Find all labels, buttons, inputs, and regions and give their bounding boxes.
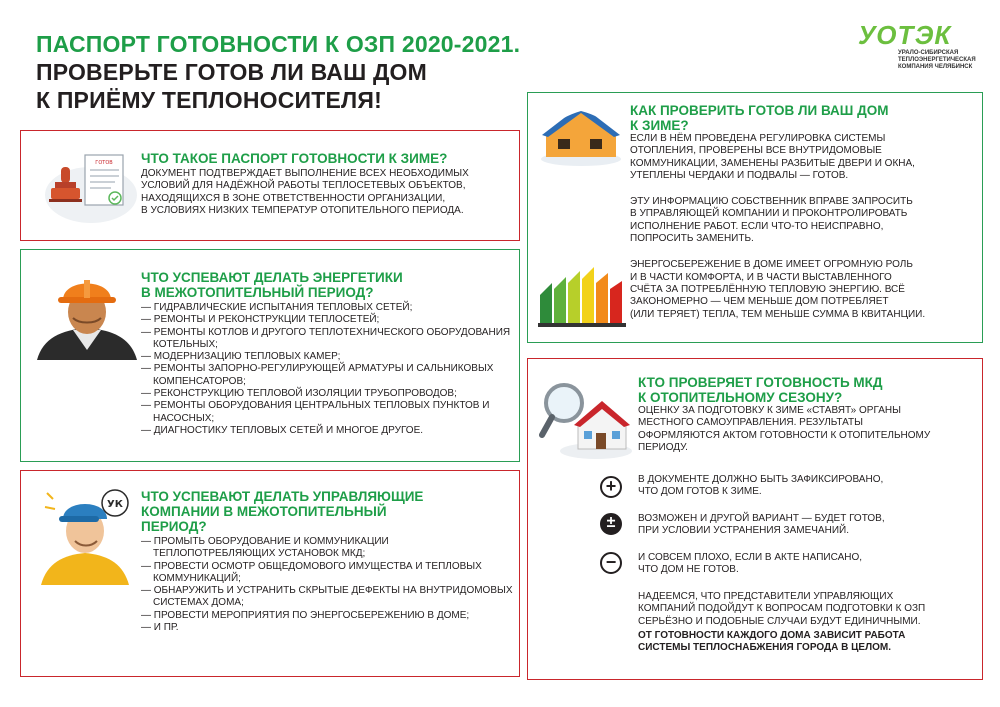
mgmt-list-item: — ПРОВЕСТИ МЕРОПРИЯТИЯ ПО ЭНЕРГОСБЕРЕЖЕНИЮ В ДОМЕ; bbox=[141, 609, 470, 621]
mgmt-list-item: — ОБНАРУЖИТЬ И УСТРАНИТЬ СКРЫТЫЕ ДЕФЕКТЫ НА ВНУТРИДОМОВЫХ СИСТЕМАХ ДОМА; bbox=[141, 585, 513, 609]
mgmt-list-item: — ПРОВЕСТИ ОСМОТР ОБЩЕДОМОВОГО ИМУЩЕСТВА И ТЕПЛОВЫХ КОММУНИКАЦИЙ; bbox=[141, 560, 482, 584]
energy-list-item: — МОДЕРНИЗАЦИЮ ТЕПЛОВЫХ КАМЕР; bbox=[141, 351, 341, 363]
minus-icon: − bbox=[600, 552, 622, 574]
passport-line: ДОКУМЕНТ ПОДТВЕРЖДАЕТ ВЫПОЛНЕНИЕ ВСЕХ НЕОБХОДИМЫХ bbox=[141, 168, 469, 179]
mgmt-heading-1: ЧТО УСПЕВАЮТ ДЕЛАТЬ УПРАВЛЯЮЩИЕ bbox=[141, 489, 424, 504]
check-line: ПОПРОСИТЬ ЗАМЕНИТЬ. bbox=[630, 233, 754, 245]
logo-sub-line: ТЕПЛОЭНЕРГЕТИЧЕСКАЯ bbox=[898, 57, 976, 63]
plus-icon: + bbox=[600, 476, 622, 498]
who-line: ВОЗМОЖЕН И ДРУГОЙ ВАРИАНТ — БУДЕТ ГОТОВ, bbox=[638, 513, 885, 524]
stamp-text: ГОТОВ bbox=[95, 160, 113, 166]
passport-text bbox=[141, 168, 513, 217]
who-para-3 bbox=[638, 630, 978, 655]
who-line: ОФОРМЛЯЮТСЯ АКТОМ ГОТОВНОСТИ К ОТОПИТЕЛЬНОМУ bbox=[638, 429, 931, 441]
check-para-1 bbox=[630, 133, 975, 182]
who-heading-2: К ОТОПИТЕЛЬНОМУ СЕЗОНУ? bbox=[638, 390, 843, 405]
passport-panel bbox=[20, 130, 520, 241]
passport-line: НАХОДЯЩИХСЯ В ЗОНЕ ОТВЕТСТВЕННОСТИ ОРГАНИЗАЦИИ, bbox=[141, 192, 446, 204]
who-line: МЕСТНОГО САМОУПРАВЛЕНИЯ. РЕЗУЛЬТАТЫ bbox=[638, 417, 863, 429]
who-line: СЕРЬЁЗНО И ПОДОБНЫЕ СЛУЧАИ БУДУТ ЕДИНИЧНЫМИ. bbox=[638, 615, 921, 627]
check-heading-2: К ЗИМЕ? bbox=[630, 118, 689, 133]
check-line: ЭТУ ИНФОРМАЦИЮ СОБСТВЕННИК ВПРАВЕ ЗАПРОСИТЬ bbox=[630, 196, 913, 208]
document-stamp-icon bbox=[41, 149, 139, 227]
who-panel bbox=[527, 358, 983, 680]
who-line: ЧТО ДОМ ГОТОВ К ЗИМЕ. bbox=[638, 486, 762, 498]
worker-helmet-icon bbox=[33, 268, 141, 360]
snow-house-icon bbox=[538, 99, 624, 167]
energy-list-item: — РЕМОНТЫ И РЕКОНСТРУКЦИИ ТЕПЛОСЕТЕЙ; bbox=[141, 314, 380, 326]
logo-subtitle bbox=[898, 50, 988, 71]
who-line: ПРИ УСЛОВИИ УСТРАНЕНИЯ ЗАМЕЧАНИЙ. bbox=[638, 525, 849, 537]
mgmt-list-item: — И ПР. bbox=[141, 622, 179, 634]
mgmt-heading-2: КОМПАНИИ В МЕЖОТОПИТЕЛЬНЫЙ bbox=[141, 504, 387, 519]
who-plus-text bbox=[638, 474, 976, 499]
check-line: И В ЧАСТИ КОМФОРТА, И В ЧАСТИ ВЫСТАВЛЕННОГО bbox=[630, 271, 892, 283]
who-line: КОМПАНИЙ ПОДОЙДУТ К ВОПРОСАМ ПОДГОТОВКИ К ОЗП bbox=[638, 603, 926, 615]
company-logo bbox=[858, 22, 988, 74]
check-line: ЗАКОНОМЕРНО — ЧЕМ МЕНЬШЕ ДОМ ПОТРЕБЛЯЕТ bbox=[630, 296, 889, 308]
check-para-3 bbox=[630, 259, 975, 320]
energy-list bbox=[141, 302, 513, 437]
check-panel bbox=[527, 92, 983, 343]
check-line: КОММУНИКАЦИИ, ЗАМЕНЕНЫ РАЗБИТЫЕ ДВЕРИ И ОКНА, bbox=[630, 157, 915, 169]
energy-panel bbox=[20, 249, 520, 462]
manager-cap-icon bbox=[33, 485, 141, 585]
check-line: ЭНЕРГОСБЕРЕЖЕНИЕ В ДОМЕ ИМЕЕТ ОГРОМНУЮ РОЛЬ bbox=[630, 259, 913, 271]
check-line: (ИЛИ ТЕРЯЕТ) ТЕПЛА, ТЕМ МЕНЬШЕ СУММА В КВИТАНЦИИ. bbox=[630, 308, 926, 320]
passport-heading: ЧТО ТАКОЕ ПАСПОРТ ГОТОВНОСТИ К ЗИМЕ? bbox=[141, 151, 448, 166]
who-para-1 bbox=[638, 405, 976, 454]
who-line: ОТ ГОТОВНОСТИ КАЖДОГО ДОМА ЗАВИСИТ РАБОТА bbox=[638, 630, 906, 641]
who-line: ОЦЕНКУ ЗА ПОДГОТОВКУ К ЗИМЕ «СТАВЯТ» ОРГАНЫ bbox=[638, 405, 901, 416]
who-para-2 bbox=[638, 591, 978, 628]
energy-list-item: — РЕКОНСТРУКЦИЮ ТЕПЛОВОЙ ИЗОЛЯЦИИ ТРУБОПРОВОДОВ; bbox=[141, 388, 457, 400]
who-line: СИСТЕМЫ ТЕПЛОСНАБЖЕНИЯ ГОРОДА В ЦЕЛОМ. bbox=[638, 642, 892, 654]
energy-heading-1: ЧТО УСПЕВАЮТ ДЕЛАТЬ ЭНЕРГЕТИКИ bbox=[141, 270, 403, 285]
plus-minus-icon: ± bbox=[600, 513, 622, 535]
energy-list-item: — ГИДРАВЛИЧЕСКИЕ ИСПЫТАНИЯ ТЕПЛОВЫХ СЕТЕЙ; bbox=[141, 302, 413, 313]
mgmt-list-item: — ПРОМЫТЬ ОБОРУДОВАНИЕ И КОММУНИКАЦИИ ТЕПЛОПОТРЕБЛЯЮЩИХ УСТАНОВОК МКД; bbox=[141, 536, 389, 560]
who-heading-1: КТО ПРОВЕРЯЕТ ГОТОВНОСТЬ МКД bbox=[638, 375, 883, 390]
who-line: В ДОКУМЕНТЕ ДОЛЖНО БЫТЬ ЗАФИКСИРОВАНО, bbox=[638, 474, 884, 485]
title-line-1: ПАСПОРТ ГОТОВНОСТИ К ОЗП 2020-2021. bbox=[36, 31, 521, 57]
energy-list-item: — РЕМОНТЫ КОТЛОВ И ДРУГОГО ТЕПЛОТЕХНИЧЕСКОГО ОБОРУДОВАНИЯ КОТЕЛЬНЫХ; bbox=[141, 326, 511, 350]
check-heading-1: КАК ПРОВЕРИТЬ ГОТОВ ЛИ ВАШ ДОМ bbox=[630, 103, 889, 118]
check-line: ИСПОЛНЕНИЕ РАБОТ. ЕСЛИ ЧТО-ТО НЕИСПРАВНО, bbox=[630, 220, 884, 232]
who-line: НАДЕЕМСЯ, ЧТО ПРЕДСТАВИТЕЛИ УПРАВЛЯЮЩИХ bbox=[638, 591, 894, 602]
check-para-2 bbox=[630, 196, 975, 245]
check-line: ЕСЛИ В НЁМ ПРОВЕДЕНА РЕГУЛИРОВКА СИСТЕМЫ bbox=[630, 133, 886, 144]
passport-line: УСЛОВИЙ ДЛЯ НАДЁЖНОЙ РАБОТЫ ТЕПЛОСЕТЕВЫХ ОБЪЕКТОВ, bbox=[141, 180, 466, 192]
passport-line: В УСЛОВИЯХ НИЗКИХ ТЕМПЕРАТУР ОТОПИТЕЛЬНОГО ПЕРИОДА. bbox=[141, 204, 464, 216]
check-line: ОТОПЛЕНИЯ, ПРОВЕРЕНЫ ВСЕ ВНУТРИДОМОВЫЕ bbox=[630, 145, 882, 157]
who-line: И СОВСЕМ ПЛОХО, ЕСЛИ В АКТЕ НАПИСАНО, bbox=[638, 552, 863, 563]
mgmt-heading-3: ПЕРИОД? bbox=[141, 519, 207, 534]
logo-mark: УОТЭК bbox=[858, 20, 952, 50]
energy-efficiency-house-icon bbox=[536, 261, 628, 329]
title-line-3: К ПРИЁМУ ТЕПЛОНОСИТЕЛЯ! bbox=[36, 87, 382, 113]
who-line: ПЕРИОДУ. bbox=[638, 441, 688, 453]
energy-list-item: — РЕМОНТЫ ОБОРУДОВАНИЯ ЦЕНТРАЛЬНЫХ ТЕПЛОВЫХ ПУНКТОВ И НАСОСНЫХ; bbox=[141, 400, 490, 424]
manager-badge: УК bbox=[107, 499, 123, 510]
title-line-2: ПРОВЕРЬТЕ ГОТОВ ЛИ ВАШ ДОМ bbox=[36, 59, 428, 85]
who-minus-text bbox=[638, 552, 976, 577]
who-line: ЧТО ДОМ НЕ ГОТОВ. bbox=[638, 564, 739, 576]
logo-sub-line: УРАЛО-СИБИРСКАЯ bbox=[898, 50, 959, 56]
check-line: УТЕПЛЕНЫ ЧЕРДАКИ И ПОДВАЛЫ — ГОТОВ. bbox=[630, 169, 849, 181]
logo-sub-line: КОМПАНИЯ ЧЕЛЯБИНСК bbox=[898, 64, 973, 70]
check-line: В УПРАВЛЯЮЩЕЙ КОМПАНИИ И ПРОКОНТРОЛИРОВАТЬ bbox=[630, 208, 908, 220]
mgmt-list bbox=[141, 536, 513, 634]
check-line: СЧЁТА ЗА ПОТРЕБЛЁННУЮ ТЕПЛОВУЮ ЭНЕРГИЮ. ВСЁ bbox=[630, 283, 905, 295]
energy-list-item: — РЕМОНТЫ ЗАПОРНО-РЕГУЛИРУЮЩЕЙ АРМАТУРЫ И САЛЬНИКОВЫХ КОМПЕНСАТОРОВ; bbox=[141, 363, 494, 387]
magnifier-house-icon bbox=[538, 379, 636, 463]
management-panel bbox=[20, 470, 520, 677]
energy-list-item: — ДИАГНОСТИКУ ТЕПЛОВЫХ СЕТЕЙ И МНОГОЕ ДРУГОЕ. bbox=[141, 424, 424, 436]
who-pm-text bbox=[638, 513, 976, 538]
energy-heading-2: В МЕЖОТОПИТЕЛЬНЫЙ ПЕРИОД? bbox=[141, 285, 374, 300]
